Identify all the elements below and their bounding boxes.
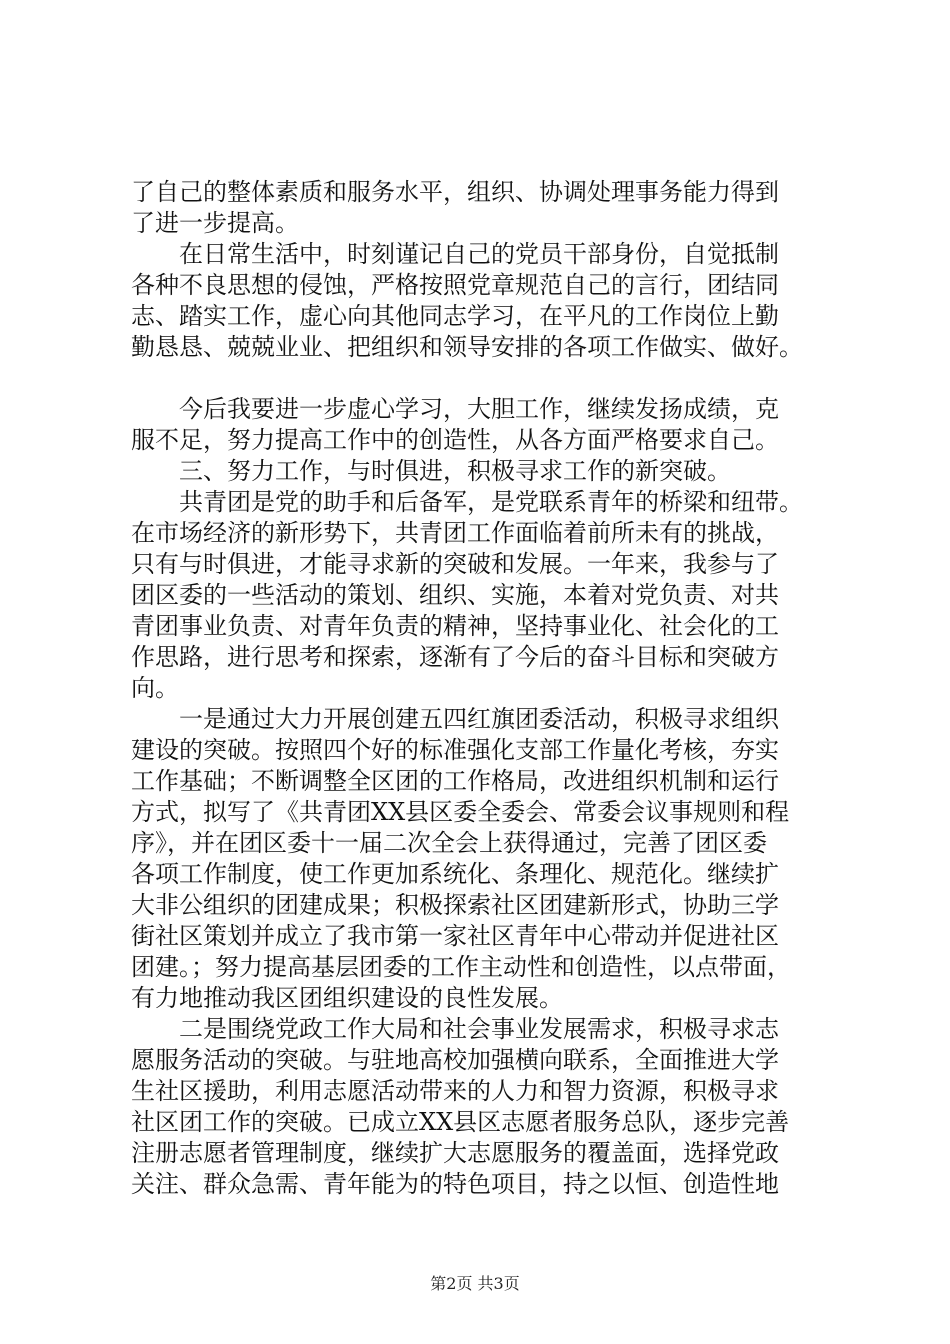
text-line: 青团事业负责、对青年负责的精神，坚持事业化、社会化的工 [131,612,779,640]
text-line: 了进一步提高。 [131,209,299,237]
text-line: 向。 [131,674,179,702]
text-line: 服不足，努力提高工作中的创造性，从各方面严格要求自己。 [131,426,779,454]
text-line: 有力地推动我区团组织建设的良性发展。 [131,984,563,1012]
text-line: 了自己的整体素质和服务水平，组织、协调处理事务能力得到 [131,178,779,206]
text-line: 注册志愿者管理制度，继续扩大志愿服务的覆盖面，选择党政 [131,1139,779,1167]
text-line: 在市场经济的新形势下，共青团工作面临着前所未有的挑战， [131,519,779,547]
text-line: 关注、群众急需、青年能为的特色项目，持之以恒、创造性地 [131,1170,779,1198]
text-line: 方式，拟写了《共青团XX县区委全委会、常委会议事规则和程 [131,798,790,826]
text-line: 社区团工作的突破。已成立XX县区志愿者服务总队，逐步完善 [131,1108,790,1136]
text-line: 序》，并在团区委十一届二次全会上获得通过，完善了团区委 [131,829,767,857]
page-number-footer: 第2页 共3页 [430,1274,520,1293]
text-line: 大非公组织的团建成果；积极探索社区团建新形式，协助三学 [131,891,779,919]
text-line: 街社区策划并成立了我市第一家社区青年中心带动并促进社区 [131,922,779,950]
text-line: 二是围绕党政工作大局和社会事业发展需求，积极寻求志 [131,1015,779,1043]
body-text [131,177,831,1200]
text-line: 作思路，进行思考和探索，逐渐有了今后的奋斗目标和突破方 [131,643,779,671]
text-line: 共青团是党的助手和后备军，是党联系青年的桥梁和纽带。 [131,488,803,516]
text-line: 工作基础；不断调整全区团的工作格局，改进组织机制和运行 [131,767,779,795]
text-line: 一是通过大力开展创建五四红旗团委活动，积极寻求组织 [131,705,779,733]
text-line: 建设的突破。按照四个好的标准强化支部工作量化考核，夯实 [131,736,779,764]
text-line: 各项工作制度，使工作更加系统化、条理化、规范化。继续扩 [131,860,779,888]
text-line: 团建。；努力提高基层团委的工作主动性和创造性，以点带面， [131,953,791,981]
text-line: 在日常生活中，时刻谨记自己的党员干部身份，自觉抵制 [131,240,779,268]
text-line: 团区委的一些活动的策划、组织、实施，本着对党负责、对共 [131,581,779,609]
text-line: 志、踏实工作，虚心向其他同志学习，在平凡的工作岗位上勤 [131,302,779,330]
text-line: 生社区援助，利用志愿活动带来的人力和智力资源，积极寻求 [131,1077,779,1105]
text-line: 各种不良思想的侵蚀，严格按照党章规范自己的言行，团结同 [131,271,779,299]
section-heading: 三、努力工作，与时俱进，积极寻求工作的新突破。 [131,457,731,485]
text-line: 今后我要进一步虚心学习，大胆工作，继续发扬成绩，克 [131,395,779,423]
text-line: 勤恳恳、兢兢业业、把组织和领导安排的各项工作做实、做好。 [131,333,803,361]
text-line: 只有与时俱进，才能寻求新的突破和发展。一年来，我参与了 [131,550,779,578]
text-line: 愿服务活动的突破。与驻地高校加强横向联系，全面推进大学 [131,1046,779,1074]
